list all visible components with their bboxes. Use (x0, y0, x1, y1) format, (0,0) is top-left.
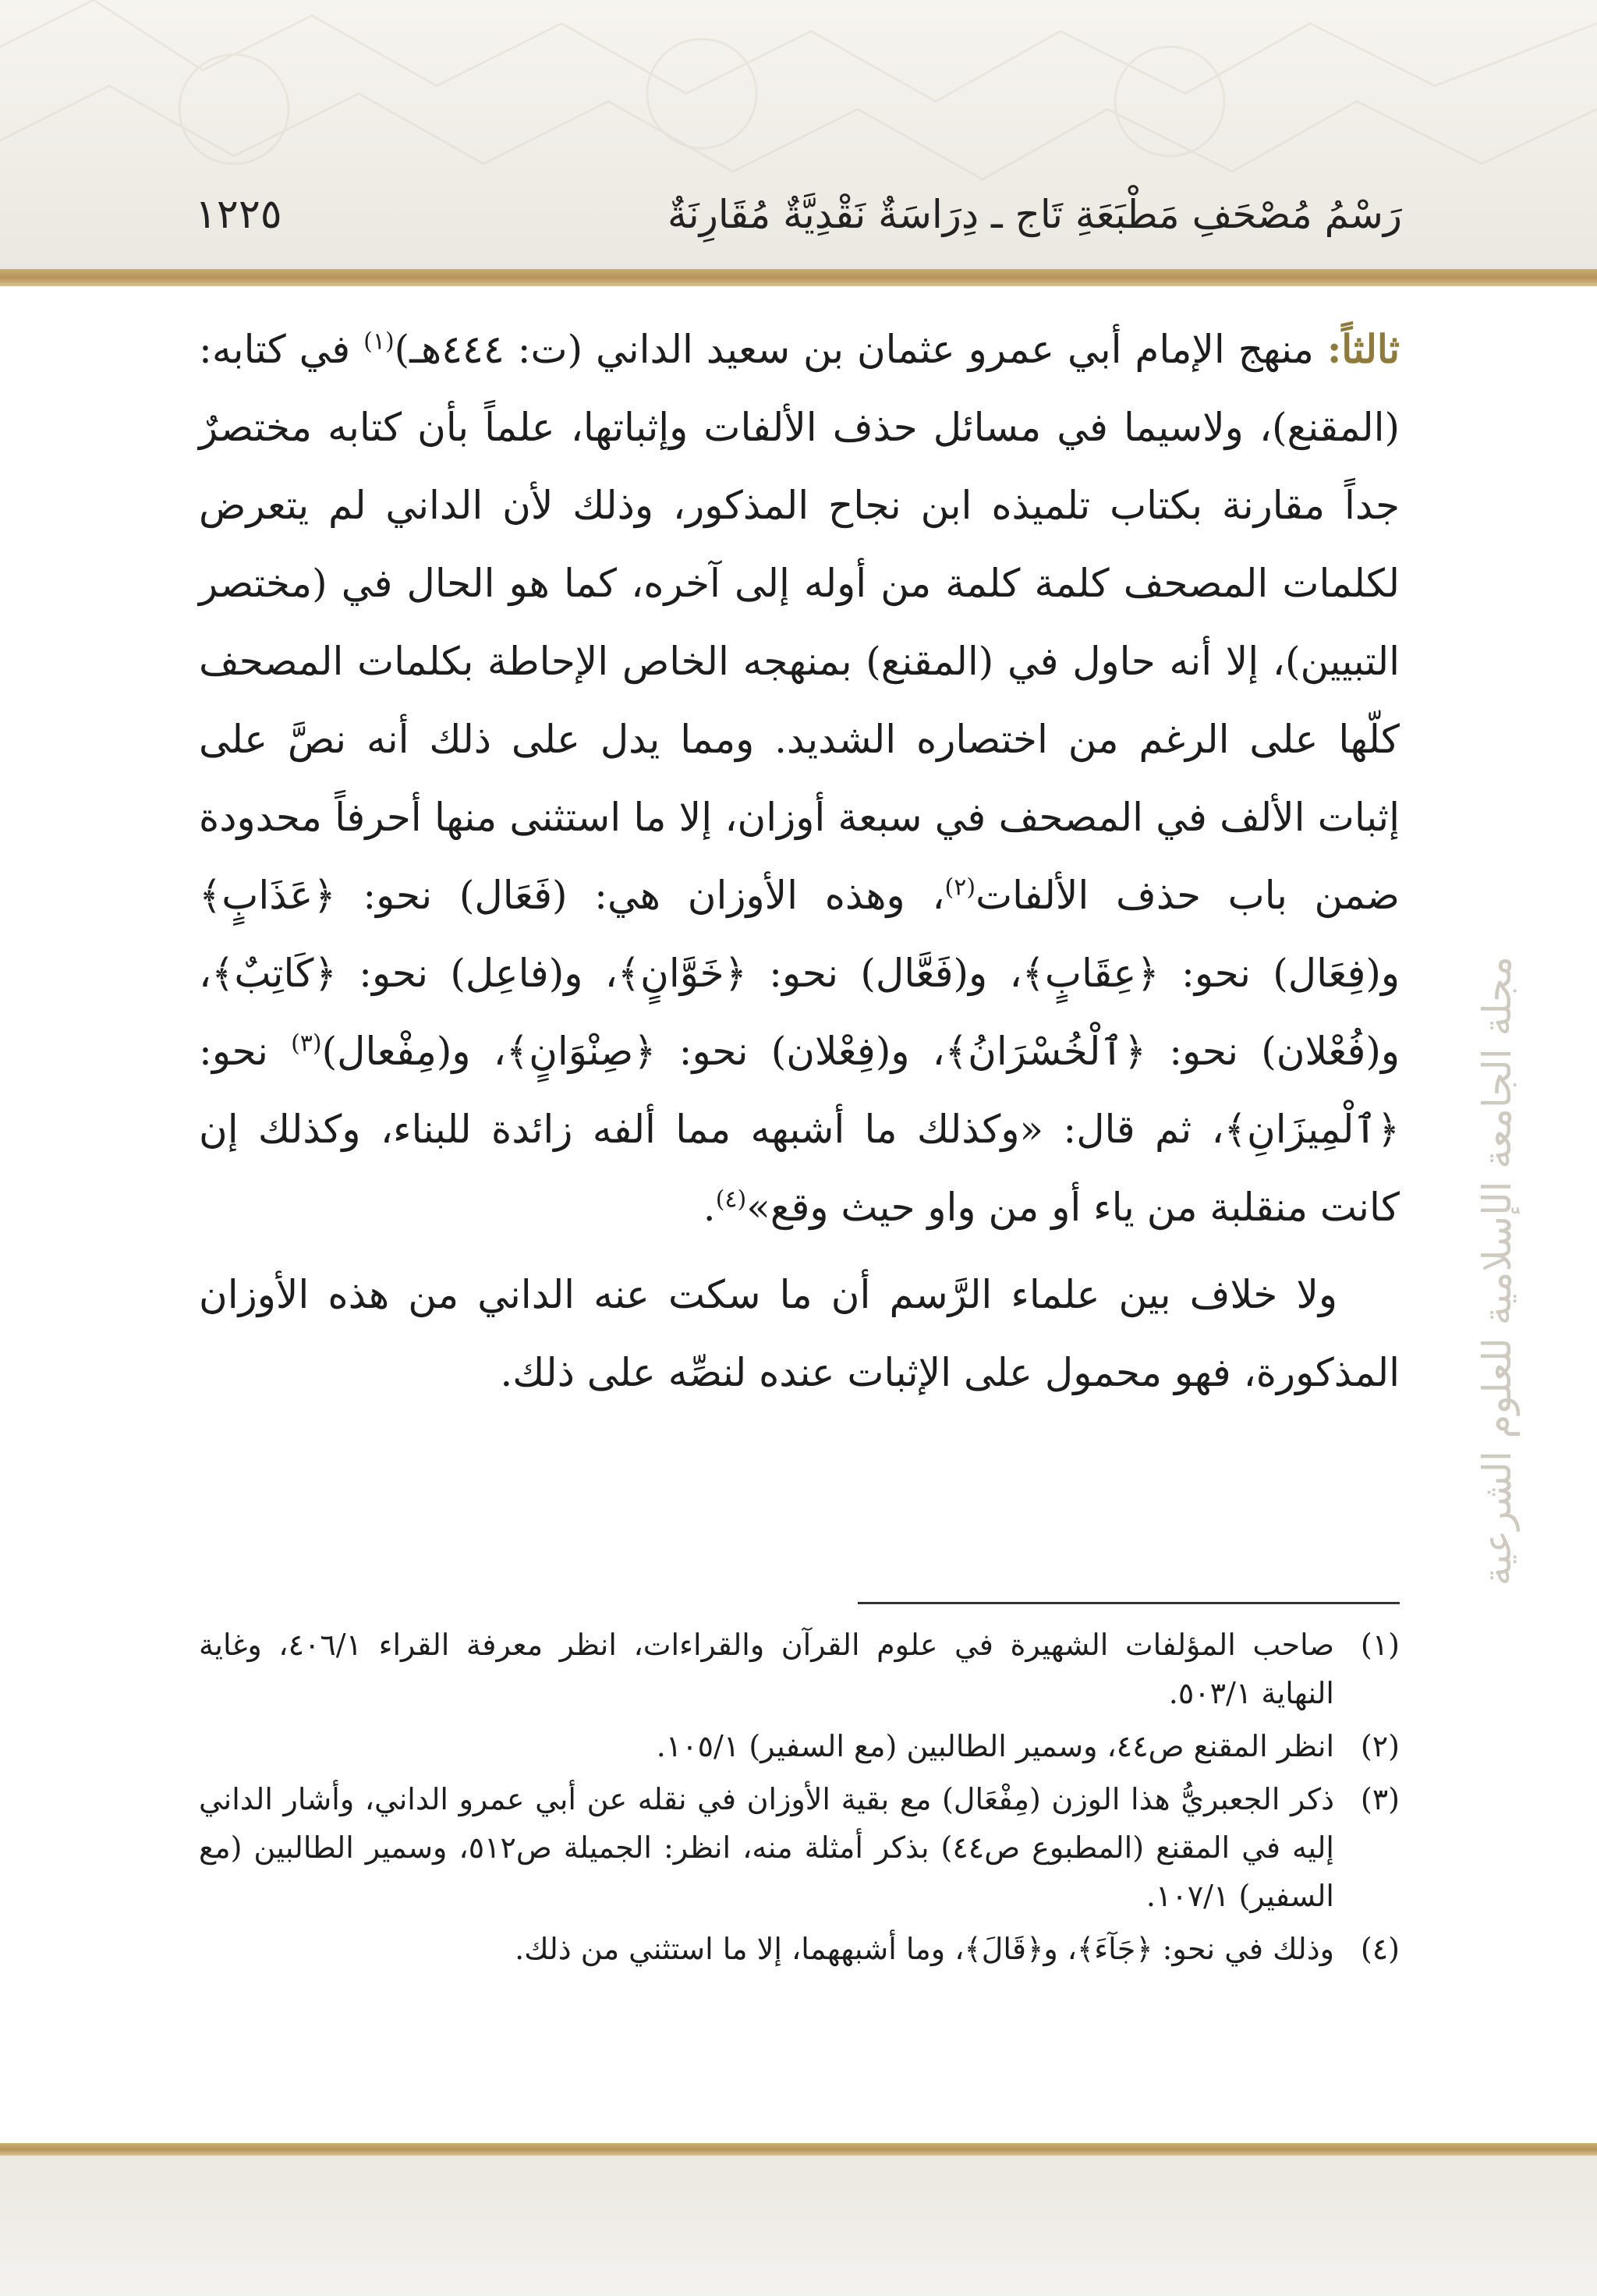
footnote-item (199, 1722, 1400, 1770)
footnote-ref-4[interactable]: (٤) (715, 1185, 747, 1214)
text-segment: نحو: ﴿ٱلْمِيزَانِ﴾، ثم قال: «وكذلك ما أشبهه مما ألفه زائدة للبناء، وكذلك إن كانت منقلبة من ياء أو من واو حيث وقع» (199, 1029, 1400, 1230)
footnote-number: (٣) (1360, 1782, 1400, 1816)
footnote-text: صاحب المؤلفات الشهيرة في علوم القرآن والقراءات، انظر معرفة القراء ٤٠٦/١، وغاية النهاية ٥٠٣/١. (199, 1628, 1335, 1710)
header-gold-rule (0, 269, 1597, 286)
paragraph-1 (199, 310, 1400, 1246)
paragraph-2: ولا خلاف بين علماء الرَّسم أن ما سكت عنه الداني من هذه الأوزان المذكورة، فهو محمول على الإثبات عنده لنصِّه على ذلك. (199, 1272, 1400, 1395)
main-text (199, 310, 1400, 1412)
footnote-number: (١) (1360, 1628, 1400, 1662)
text-segment: في كتابه: (المقنع)، ولاسيما في مسائل حذف الألفات وإثباتها، علماً بأن كتابه مختصرٌ جداً مقارنة بكتاب تلميذه ابن نجاح المذكور، وذلك لأن الداني لم يتعرض لكلمات المصحف كلمة كلمة من أوله إلى آخره، كما هو الحال في (مختصر التبيين)، إلا أنه حاول في (المقنع) بمنهجه الخاص الإحاطة بكلمات المصحف كلّها على الرغم من اختصاره الشديد. ومما يدل على ذلك أنه نصَّ على إثبات الألف في المصحف في سبعة أوزان، إلا ما استثنى منها أحرفاً محدودة ضمن باب حذف الألفات (199, 327, 1400, 918)
footnote-text: انظر المقنع ص٤٤، وسمير الطالبين (مع السفير) ١٠٥/١. (656, 1729, 1334, 1763)
running-title: رَسْمُ مُصْحَفِ مَطْبَعَةِ تَاج ـ دِرَاسَةٌ نَقْدِيَّةٌ مُقَارِنَةٌ (667, 192, 1402, 237)
footnote-item (199, 1925, 1400, 1973)
footnote-ref-1[interactable]: (١) (363, 328, 395, 356)
footer-gold-rule (0, 2143, 1597, 2156)
footnote-text: ذكر الجعبريُّ هذا الوزن (مِفْعَال) مع بقية الأوزان في نقله عن أبي عمرو الداني، وأشار الداني إليه في المقنع (المطبوع ص٤٤) بذكر أمثلة منه، انظر: الجميلة ص٥١٢، وسمير الطالبين (مع السفير) ١٠٧/١. (199, 1782, 1334, 1913)
section-lead: ثالثاً: (1326, 326, 1400, 372)
text-segment: منهج الإمام أبي عمرو عثمان بن سعيد الداني (ت: ٤٤٤هـ) (394, 327, 1327, 372)
footnote-separator (858, 1602, 1400, 1604)
side-watermark (1450, 842, 1544, 1700)
text-segment: ، وهذه الأوزان هي: (فَعَال) نحو: ﴿عَذَابٍ﴾ و(فِعَال) نحو: ﴿عِقَابٍ﴾، و(فَعَّال) نحو: ﴿خَوَّانٍ﴾، و(فاعِل) نحو: ﴿كَاتِبٌ﴾، و(فُعْلان) نحو: ﴿ٱلْخُسْرَانُ﴾، و(فِعْلان) نحو: ﴿صِنْوَانٍ﴾، و(مِفْعال) (199, 873, 1400, 1074)
watermark-text: مجلة الجامعة الإسلامية للعلوم الشرعية (1475, 956, 1520, 1586)
page-header (195, 187, 1402, 242)
page-number: ١٢٢٥ (195, 191, 282, 238)
footnote-number: (٤) (1360, 1932, 1400, 1966)
text-segment: . (703, 1185, 716, 1230)
footnote-text: وذلك في نحو: ﴿جَآءَ﴾، و﴿قَالَ﴾، وما أشبههما، إلا ما استثني من ذلك. (515, 1932, 1334, 1966)
footer-band (0, 2156, 1597, 2296)
footnote-ref-2[interactable]: (٢) (944, 873, 976, 902)
footnote-number: (٢) (1360, 1729, 1400, 1763)
footnote-item (199, 1775, 1400, 1920)
footnote-ref-3[interactable]: (٣) (291, 1029, 322, 1058)
footnotes (199, 1621, 1400, 1978)
footnote-item (199, 1621, 1400, 1717)
